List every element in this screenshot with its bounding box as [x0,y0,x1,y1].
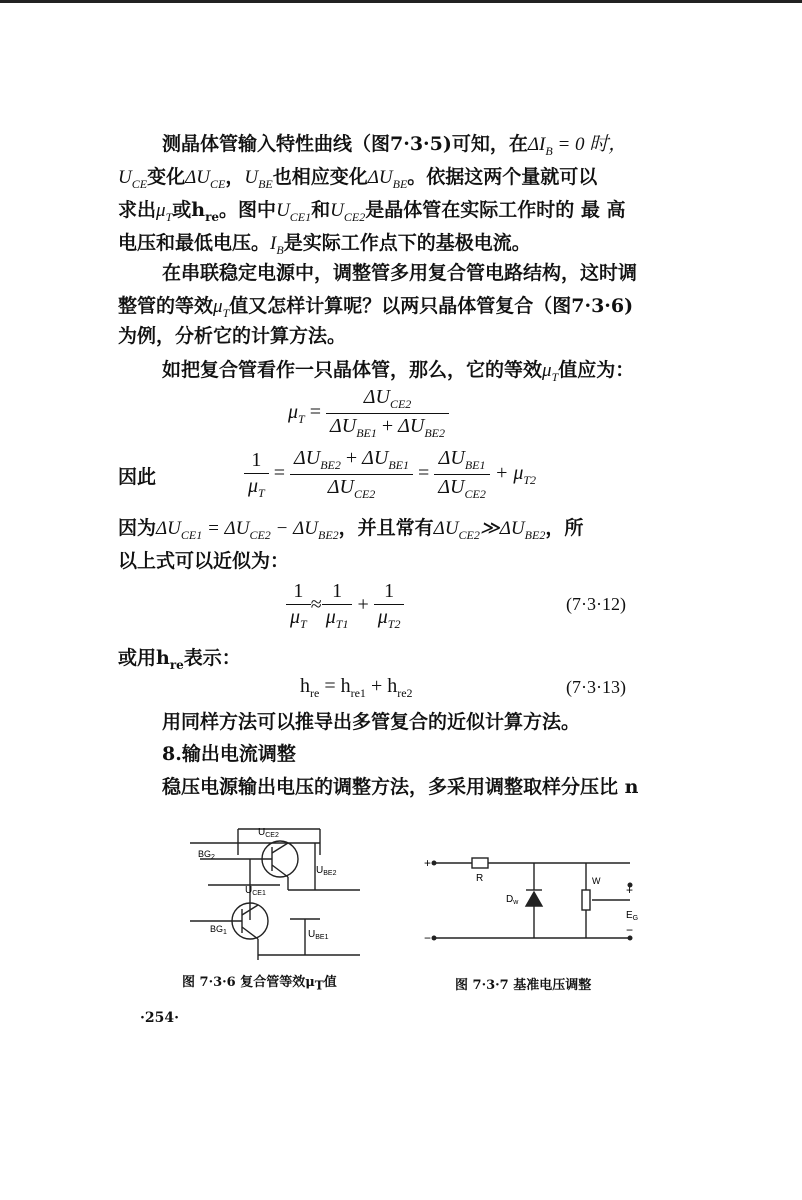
label-minus-out: − [626,923,634,937]
para1-line2: $U_{CE}$变化$\Delta U_{CE}$，$U_{BE}$也相应变化$\Delta U_{BE}$。依据这两个量就可以 [118,166,598,191]
para6-line1: 用同样方法可以推导出多管复合的近似计算方法。 [162,711,581,733]
section-heading: 8.输出电流调整 [162,743,296,765]
label-dw: $D_w$ [506,894,519,906]
page-number: ·254· [140,1010,179,1026]
para3-line1: 如把复合管看作一只晶体管，那么，它的等效$\mu_T$值应为： [162,359,635,384]
figure1-caption: 图 7·3·6 复合管等效$\mu_T$值 [182,975,337,993]
para5-line1: 或用$h_{re}$表示： [118,647,241,672]
equation-number-12: (7·3·12) [566,594,626,614]
page-top-rule [0,0,802,3]
para7-line1: 稳压电源输出电压的调整方法，多采用调整取样分压比 n [162,776,639,798]
para1-line3: 求出$\mu_T$或$h_{re}$。图中$U_{CE1}$和$U_{CE2}$是晶体管在实际工作时的 最 高 [118,199,626,224]
equation2-label: 因此 [118,466,157,488]
label-r: R [476,873,484,884]
para4-line1: 因为$\Delta U_{CE1} = \Delta U_{CE2} - \Delta U_{BE2}$，并且常有$\Delta U_{CE2}≫\Delta U_{BE2}$，所 [118,517,584,542]
para4-line2: 以上式可以近似为： [118,550,290,572]
label-uce2: $U_{CE2}$ [258,827,279,839]
equation-approx: $\frac{1}{\mu_T}$ ≈ $\frac{1}{\mu_{T1}}$ + $\frac{1}{\mu_{T2}}$ [286,580,404,632]
figure-compound-transistor [190,815,360,960]
label-bg1: $BG_1$ [210,924,227,936]
label-eg: $E_G$ [626,910,639,922]
para2-line3: 为例，分析它的计算方法。 [118,325,347,347]
label-uce1: $U_{CE1}$ [245,885,266,897]
equation-reciprocal: $\frac{1}{\mu_T}$ = $\frac{\Delta U_{BE2} + \Delta U_{BE1}}{\Delta U_{CE2}}$ = $\frac{\Delta U_{BE1}}{\Delta U_{CE2}}$ + $\mu_{T2}$ [244,447,536,502]
para2-line2: 整管的等效$\mu_T$值又怎样计算呢？以两只晶体管复合（图7·3·6) [118,295,634,320]
equation-mu-t: $\mu_T$ = $\frac{\Delta U_{CE2}}{\Delta U_{BE1} + \Delta U_{BE2}}$ [288,386,449,441]
para1-line4: 电压和最低电压。$I_B$是实际工作点下的基极电流。 [118,232,531,257]
label-w: W [592,876,601,886]
figure2-caption: 图 7·3·7 基准电压调整 [455,978,592,993]
para2-line1: 在串联稳定电源中，调整管多用复合管电路结构，这时调 [162,262,638,284]
label-plus-out: + [626,883,634,897]
para1-line1: 测晶体管输入特性曲线（图7·3·5)可知，在$\Delta I_B = 0$ 时， [162,133,628,158]
label-bg2: $BG_2$ [198,849,215,861]
figure-reference-voltage [420,850,640,950]
label-plus-in: + [424,856,432,870]
label-ube2: $U_{BE2}$ [316,865,337,877]
label-minus-in: − [424,931,432,945]
equation-number-13: (7·3·13) [566,677,626,697]
label-ube1: $U_{BE1}$ [308,929,329,941]
equation-hre: $h_{re} = h_{re1} + h_{re2}$ [300,675,413,700]
